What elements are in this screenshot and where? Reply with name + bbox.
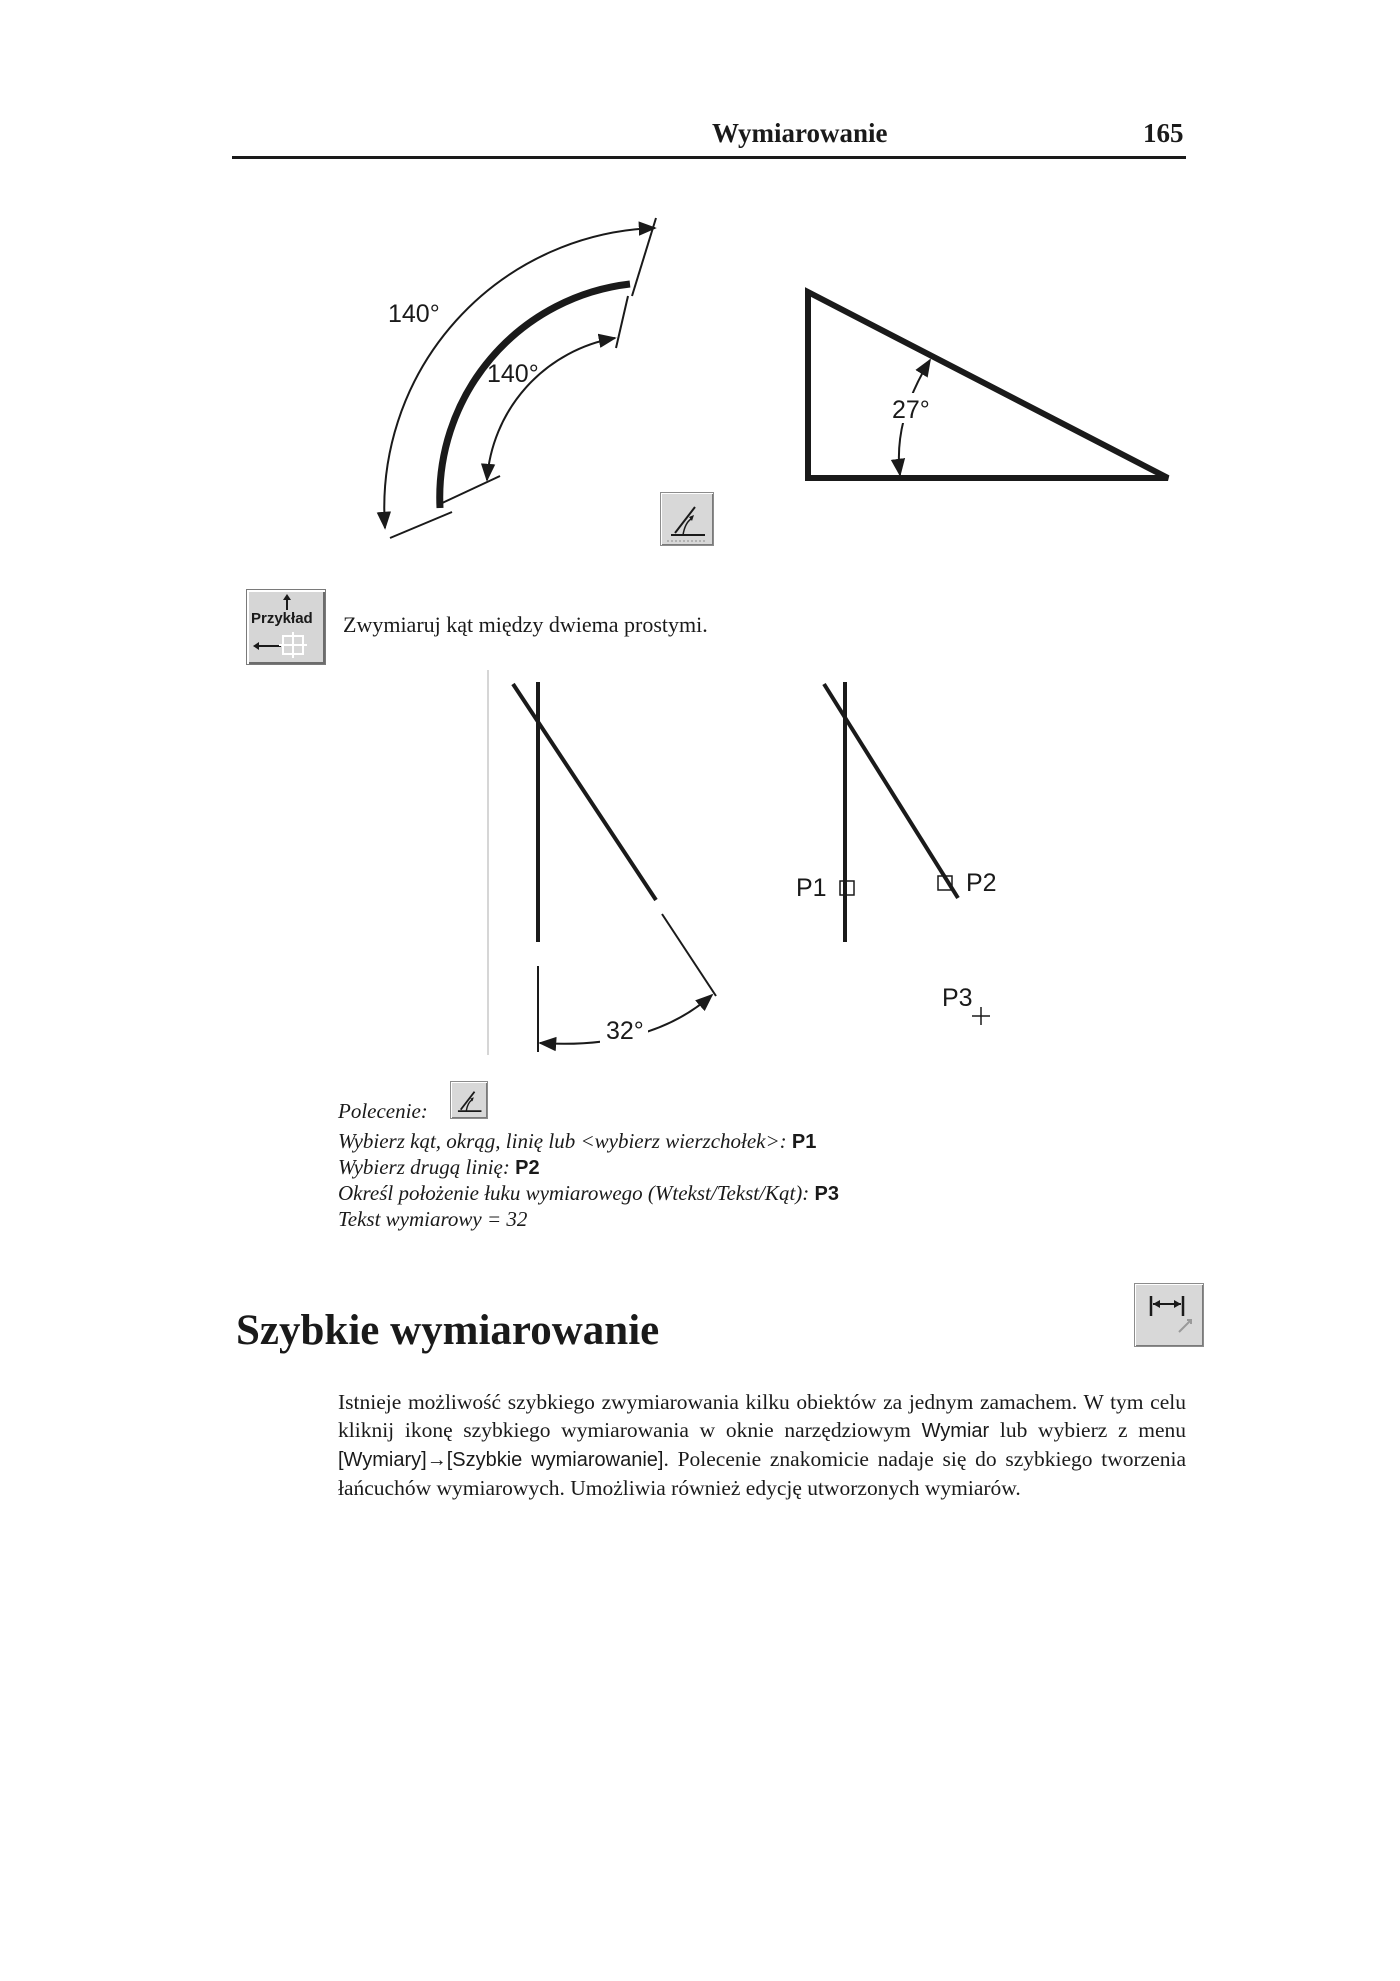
example-badge — [246, 589, 326, 665]
pick-point-p1-label: P1 — [796, 874, 827, 902]
figure-angular-dimensions — [0, 0, 1400, 560]
command-line-1 — [338, 1098, 428, 1124]
angular-dimension-tool-icon — [660, 492, 714, 546]
command-line-2-value: P1 — [791, 1131, 817, 1153]
command-angular-dimension-icon — [450, 1081, 488, 1119]
inner-extension-line-2 — [616, 296, 628, 348]
para-text-3: . Polecenie znakomicie nadaje się do szybkiego tworzenia łańcuchów wymiarowych. Umożliwia również edycję utworzonych wymiarów. — [338, 1447, 1187, 1500]
pick-point-p2-label: P2 — [966, 869, 997, 897]
arc-object — [440, 284, 630, 508]
command-line-5-text: Tekst wymiarowy = 32 — [338, 1207, 528, 1231]
angle-label-32: 32° — [606, 1017, 644, 1045]
running-header-title: Wymiarowanie — [712, 118, 888, 148]
figure-two-lines-angle — [0, 660, 1400, 1070]
command-line-3-text: Wybierz drugą linię: — [338, 1155, 510, 1179]
inner-angle-label: 140° — [487, 360, 539, 388]
para-text-2: lub wybierz z menu — [989, 1418, 1186, 1442]
command-line-4 — [338, 1180, 839, 1207]
command-line-2 — [338, 1128, 816, 1155]
para-text-1: Istnieje możliwość szybkiego zwymiarowania kilku obiektów za jednym zamachem. W tym celu kliknij ikonę szybkiego wymiarowania w oknie narzędziowym — [338, 1390, 1186, 1442]
command-line-3 — [338, 1154, 540, 1181]
menu-path: [Wymiary]→[Szybkie wymiarowanie] — [338, 1449, 664, 1471]
slanted-line-left — [513, 684, 656, 900]
command-prompt-label: Polecenie: — [338, 1099, 428, 1123]
command-line-2-text: Wybierz kąt, okrąg, linię lub <wybierz wierzchołek>: — [338, 1129, 787, 1153]
command-line-3-value: P2 — [515, 1157, 540, 1179]
page-number: 165 — [1143, 118, 1184, 148]
quick-dimension-tool-icon — [1134, 1283, 1204, 1347]
command-line-5 — [338, 1206, 527, 1232]
command-line-4-text: Określ położenie łuku wymiarowego (Wtekst/Tekst/Kąt): — [338, 1181, 810, 1205]
example-instruction: Zwymiaruj kąt między dwiema prostymi. — [343, 612, 708, 637]
pick-point-p3-label: P3 — [942, 984, 973, 1012]
extension-line-slanted — [662, 914, 716, 996]
outer-angle-label: 140° — [388, 300, 440, 328]
triangle-object — [808, 292, 1168, 478]
section-paragraph — [338, 1388, 1186, 1502]
section-heading: Szybkie wymiarowanie — [236, 1307, 660, 1354]
outer-extension-line-1 — [390, 512, 452, 538]
toolbar-name: Wymiar — [921, 1420, 990, 1442]
command-line-4-value: P3 — [814, 1183, 839, 1205]
example-badge-label: Przykład — [251, 610, 313, 627]
triangle-angle-label: 27° — [892, 396, 930, 424]
inner-extension-line-1 — [440, 476, 500, 504]
example-cursor-icon — [247, 590, 325, 664]
